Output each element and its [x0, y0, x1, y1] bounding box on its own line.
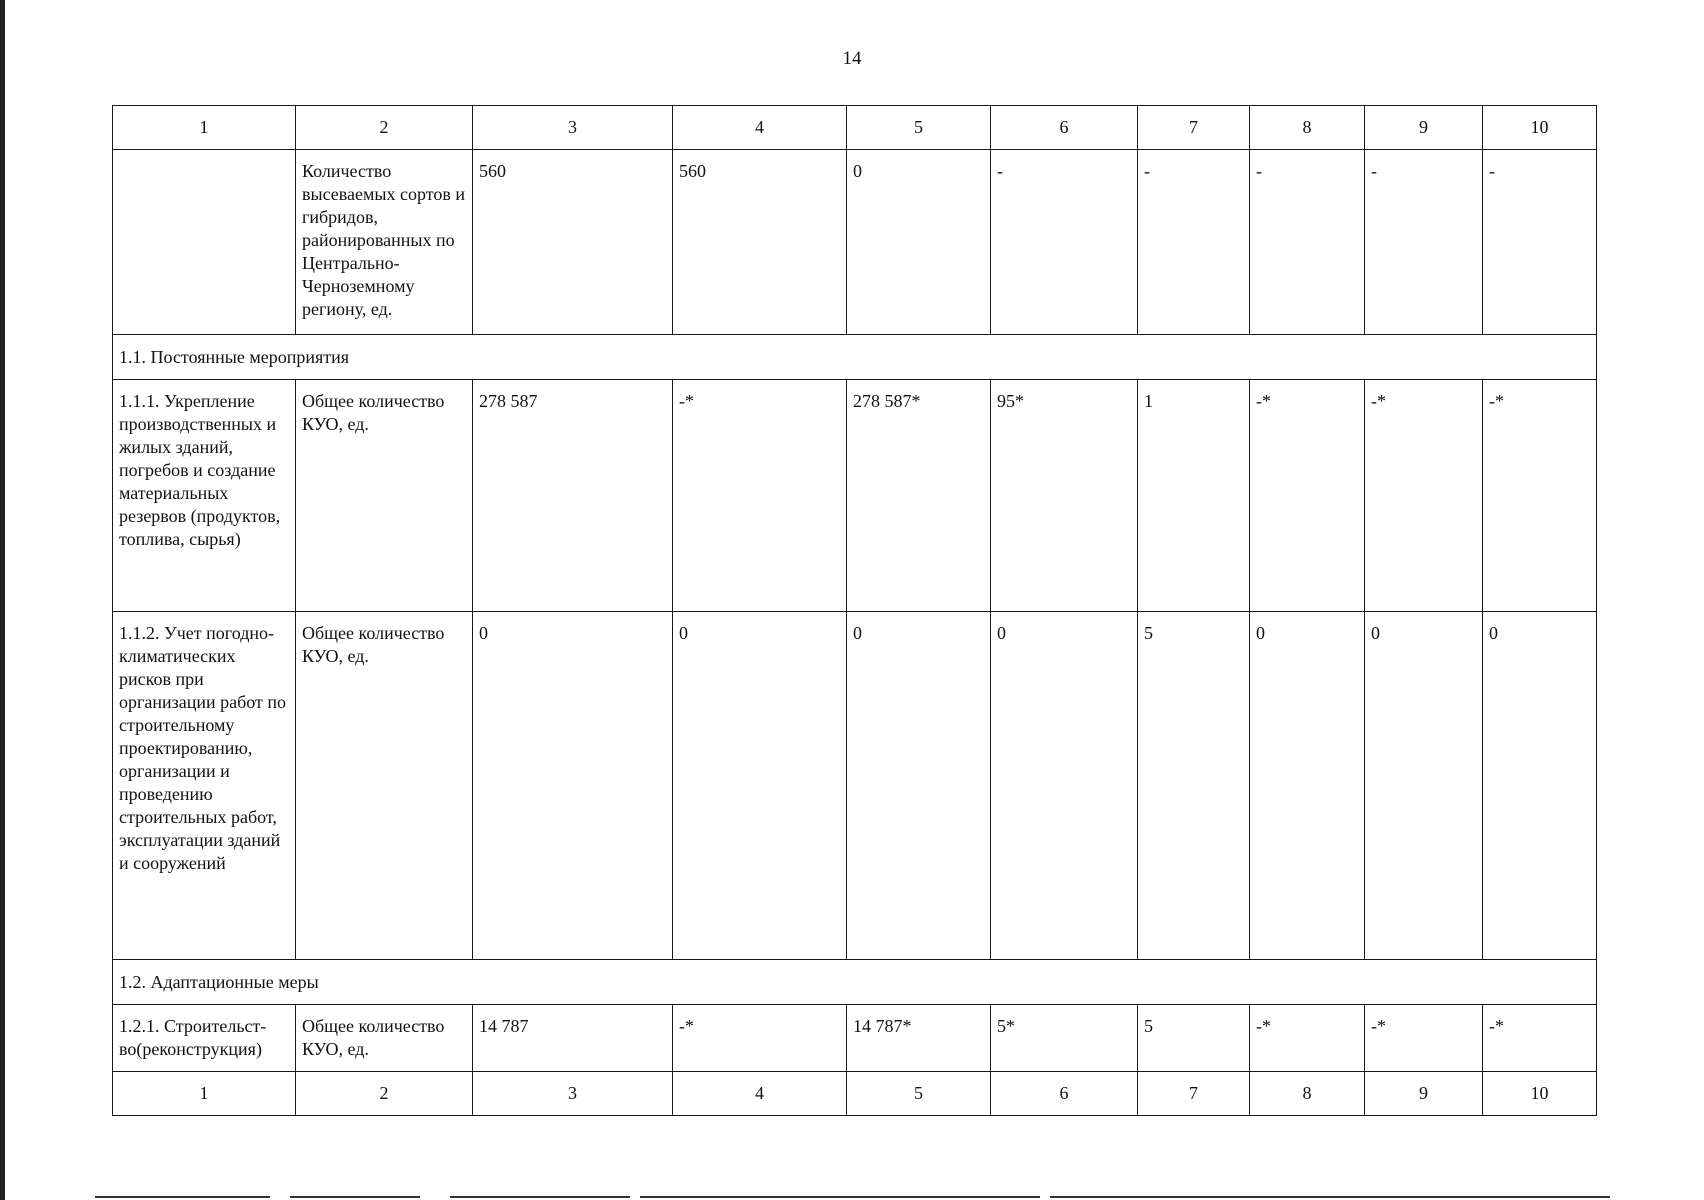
- column-number: 8: [1250, 1072, 1365, 1116]
- bottom-scan-line: [640, 1196, 1040, 1198]
- column-number: 6: [991, 1072, 1138, 1116]
- value-cell: 278 587: [473, 380, 673, 612]
- value-cell: 14 787: [473, 1005, 673, 1072]
- section-heading: 1.1. Постоянные мероприятия: [113, 335, 1597, 380]
- bottom-scan-line: [1050, 1196, 1610, 1198]
- value-cell: 95*: [991, 380, 1138, 612]
- column-number: 4: [673, 1072, 847, 1116]
- activity-name-cell: 1.1.2. Учет погодно-климатических рисков при организации работ по строительному проектированию, организации и проведению строительных работ, эксплуатации зданий и сооружений: [113, 612, 296, 960]
- value-cell: -*: [1365, 1005, 1483, 1072]
- indicators-table: [112, 105, 1597, 1116]
- column-number: 1: [113, 106, 296, 150]
- value-cell: 5: [1138, 612, 1250, 960]
- table-row: [113, 380, 1597, 612]
- activity-name-cell: [113, 150, 296, 335]
- value-cell: -: [1250, 150, 1365, 335]
- column-number: 7: [1138, 1072, 1250, 1116]
- value-cell: -: [1483, 150, 1597, 335]
- column-number: 2: [296, 106, 473, 150]
- section-heading: 1.2. Адаптационные меры: [113, 960, 1597, 1005]
- value-cell: 0: [847, 612, 991, 960]
- value-cell: -*: [1483, 1005, 1597, 1072]
- table-row: [113, 612, 1597, 960]
- column-number: 7: [1138, 106, 1250, 150]
- value-cell: -*: [1365, 380, 1483, 612]
- value-cell: 0: [1250, 612, 1365, 960]
- section-row: [113, 960, 1597, 1005]
- value-cell: 0: [1483, 612, 1597, 960]
- value-cell: -: [1365, 150, 1483, 335]
- page-scan-edge: [0, 0, 5, 1200]
- column-number: 6: [991, 106, 1138, 150]
- column-number: 10: [1483, 1072, 1597, 1116]
- bottom-scan-line: [290, 1196, 420, 1198]
- table-row: [113, 150, 1597, 335]
- column-number: 10: [1483, 106, 1597, 150]
- value-cell: -*: [1483, 380, 1597, 612]
- page-number: 14: [842, 48, 862, 69]
- column-number: 9: [1365, 106, 1483, 150]
- column-number: 5: [847, 106, 991, 150]
- value-cell: 0: [673, 612, 847, 960]
- value-cell: -*: [1250, 380, 1365, 612]
- value-cell: -*: [1250, 1005, 1365, 1072]
- column-number: 3: [473, 106, 673, 150]
- value-cell: 1: [1138, 380, 1250, 612]
- value-cell: -*: [673, 380, 847, 612]
- value-cell: -: [991, 150, 1138, 335]
- activity-name-cell: 1.1.1. Укрепление производственных и жилых зданий, погребов и создание материальных резервов (продуктов, топлива, сырья): [113, 380, 296, 612]
- bottom-scan-line: [450, 1196, 630, 1198]
- indicator-cell: Общее количество КУО, ед.: [296, 1005, 473, 1072]
- column-number: 1: [113, 1072, 296, 1116]
- activity-name-cell: 1.2.1. Строительст-во(реконструкция): [113, 1005, 296, 1072]
- indicator-cell: Общее количество КУО, ед.: [296, 380, 473, 612]
- indicator-cell: Общее количество КУО, ед.: [296, 612, 473, 960]
- section-row: [113, 335, 1597, 380]
- value-cell: 5*: [991, 1005, 1138, 1072]
- value-cell: 0: [847, 150, 991, 335]
- value-cell: 0: [473, 612, 673, 960]
- value-cell: 0: [1365, 612, 1483, 960]
- value-cell: 14 787*: [847, 1005, 991, 1072]
- column-number: 8: [1250, 106, 1365, 150]
- value-cell: 5: [1138, 1005, 1250, 1072]
- column-number: 2: [296, 1072, 473, 1116]
- column-number-row-top: [113, 106, 1597, 150]
- column-number-row-bottom: [113, 1072, 1597, 1116]
- value-cell: 560: [673, 150, 847, 335]
- column-number: 9: [1365, 1072, 1483, 1116]
- value-cell: 560: [473, 150, 673, 335]
- column-number: 5: [847, 1072, 991, 1116]
- column-number: 3: [473, 1072, 673, 1116]
- bottom-scan-line: [95, 1196, 270, 1198]
- indicator-cell: Количество высеваемых сортов и гибридов, районированных по Центрально-Черноземному региону, ед.: [296, 150, 473, 335]
- table-row: [113, 1005, 1597, 1072]
- value-cell: -: [1138, 150, 1250, 335]
- value-cell: 0: [991, 612, 1138, 960]
- value-cell: -*: [673, 1005, 847, 1072]
- column-number: 4: [673, 106, 847, 150]
- value-cell: 278 587*: [847, 380, 991, 612]
